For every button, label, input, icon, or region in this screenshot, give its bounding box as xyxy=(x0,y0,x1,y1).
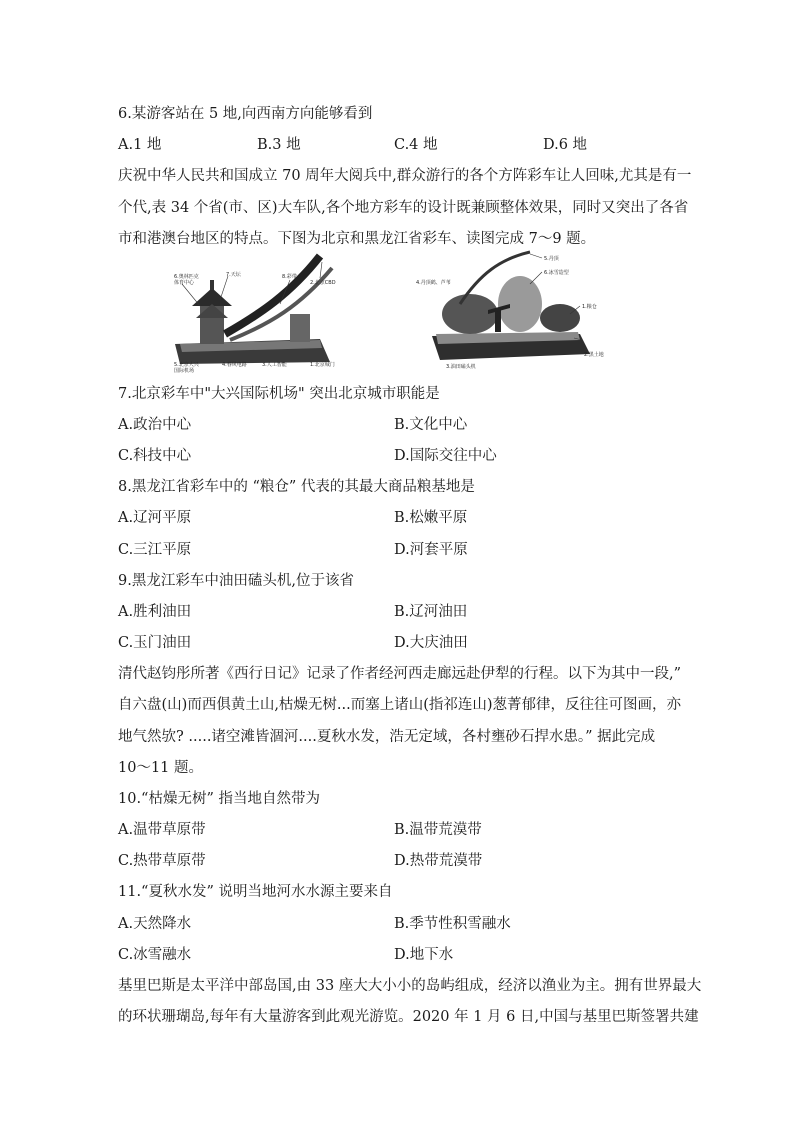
q9-option-b: B.辽河油田 xyxy=(394,604,468,620)
q8-option-d: D.河套平原 xyxy=(394,542,468,558)
heilongjiang-float xyxy=(416,252,604,370)
q11-option-d: D.地下水 xyxy=(394,947,454,963)
intro1-line-1: 庆祝中华人民共和国成立 70 周年大阅兵中,群众游行的各个方阵彩车让人回味,尤其是有一 xyxy=(118,168,692,184)
q6-option-b: B.3 地 xyxy=(257,137,301,153)
beijing-label-3: 3.人工智能 xyxy=(262,362,287,368)
intro2-line-4: 10～11 题。 xyxy=(118,760,204,776)
heilongjiang-label-5: 5.丹顶 xyxy=(544,256,559,262)
intro3-line-1: 基里巴斯是太平洋中部岛国,由 33 座大大小小的岛屿组成，经济以渔业为主。拥有世界最大 xyxy=(118,978,702,994)
q7-option-a: A.政治中心 xyxy=(118,417,192,433)
q8-option-b: B.松嫩平原 xyxy=(394,510,468,526)
intro3-line-2: 的环状珊瑚岛,每年有大量游客到此观光游览。2020 年 1 月 6 日,中国与基里巴斯签署共建 xyxy=(118,1009,699,1025)
beijing-label-6b: 体育中心 xyxy=(174,280,195,286)
q10-option-a: A.温带草原带 xyxy=(118,822,206,838)
heilongjiang-label-2: 2.黑土地 xyxy=(584,352,604,358)
q7-option-d: D.国际交往中心 xyxy=(394,448,497,464)
q10-stem: 10.“枯燥无树” 指当地自然带为 xyxy=(118,791,320,807)
heilongjiang-label-1: 1.粮仓 xyxy=(582,304,597,310)
q6-stem: 6.某游客站在 5 地,向西南方向能够看到 xyxy=(118,106,373,122)
beijing-label-2: 2.北京CBD xyxy=(310,280,336,286)
intro1-line-2: 个代,表 34 个省(市、区)大车队,各个地方彩车的设计既兼顾整体效果，同时又突出了各省 xyxy=(118,200,689,216)
q6-option-d: D.6 地 xyxy=(543,137,588,153)
q6-option-c: C.4 地 xyxy=(394,137,438,153)
q6-option-a: A.1 地 xyxy=(118,137,162,153)
q9-stem: 9.黑龙江彩车中油田磕头机,位于该省 xyxy=(118,573,354,589)
floats-illustration xyxy=(170,244,610,374)
q11-option-a: A.天然降水 xyxy=(118,916,192,932)
beijing-label-5: 5.北京大兴 xyxy=(174,362,199,368)
q11-option-c: C.冰雪融水 xyxy=(118,947,192,963)
heilongjiang-label-3: 3.油田磕头机 xyxy=(446,364,476,370)
q7-stem: 7.北京彩车中"大兴国际机场" 突出北京城市职能是 xyxy=(118,386,440,402)
q9-option-d: D.大庆油田 xyxy=(394,635,468,651)
intro2-line-1: 清代赵钧彤所著《西行日记》记录了作者经河西走廊远赴伊犁的行程。以下为其中一段,” xyxy=(118,666,682,682)
q9-option-c: C.玉门油田 xyxy=(118,635,192,651)
parade-floats-figure xyxy=(170,244,610,374)
q8-option-a: A.辽河平原 xyxy=(118,510,192,526)
heilongjiang-label-4: 4.丹顶鹤、芦苇 xyxy=(416,280,451,286)
q11-option-b: B.季节性积雪融水 xyxy=(394,916,511,932)
q7-option-c: C.科技中心 xyxy=(118,448,192,464)
beijing-label-1: 1.北京城门 xyxy=(310,362,335,368)
heilongjiang-label-6: 6.冰雪造型 xyxy=(544,270,569,276)
q10-option-d: D.热带荒漠带 xyxy=(394,853,483,869)
q10-option-c: C.热带草原带 xyxy=(118,853,206,869)
q8-stem: 8.黑龙江省彩车中的 “粮仓” 代表的其最大商品粮基地是 xyxy=(118,479,475,495)
beijing-float xyxy=(174,256,336,374)
q8-option-c: C.三江平原 xyxy=(118,542,192,558)
beijing-label-6: 6.奥林匹克 xyxy=(174,274,199,280)
beijing-label-8: 8.彩带 xyxy=(282,274,297,280)
q10-option-b: B.温带荒漠带 xyxy=(394,822,482,838)
beijing-label-7: 7.天坛 xyxy=(226,272,241,278)
intro2-line-3: 地气然欤? .....诸空滩皆涸河....夏秋水发，浩无定域，各村壅砂石捍水患。” 据此完成 xyxy=(118,729,656,745)
q9-option-a: A.胜利油田 xyxy=(118,604,192,620)
intro1-line-3: 市和港澳台地区的特点。下图为北京和黑龙江省彩车、读图完成 7～9 题。 xyxy=(118,231,596,247)
beijing-label-4: 4.春风电路 xyxy=(222,362,247,368)
beijing-label-5b: 国际机场 xyxy=(174,368,195,374)
q11-stem: 11.“夏秋水发” 说明当地河水水源主要来自 xyxy=(118,884,393,900)
intro2-line-2: 自六盘(山)而西俱黄土山,枯燥无树...而塞上诸山(指祁连山)葱菁郁律，反往往可图画，亦 xyxy=(118,697,682,713)
q7-option-b: B.文化中心 xyxy=(394,417,468,433)
